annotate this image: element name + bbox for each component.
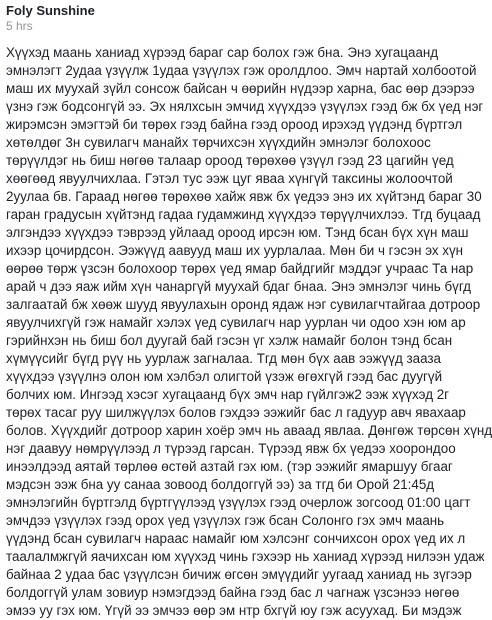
post-body-line: таалалмжгүй яачихсан юм хүүхэд чинь гэхээр нь ханиад хүрээд нилээн удаж xyxy=(6,549,485,564)
post-body-line: байнаа 2 удаа бас үзүүлсэн бичиж өгсөн эмүүдийг уугаад ханиад нь зүгээр xyxy=(6,567,472,582)
post-body-line: хөөгөөд явуулчихлаа. Гэтэл тус ээж цуг яваа хүнгүй таксины жолоочтой xyxy=(6,171,453,186)
post-body-line: үзнэ гэж бодсонгүй ээ. Эх нялхсын эмчид хүүхдээ үзүүлэх гээд бж бх үед нэг xyxy=(6,99,484,114)
post-body-line: төрүүлдэг нь биш нөгөө талаар ороод төрөхөө үзүүл гээд 23 цагийн үед xyxy=(6,153,454,168)
post-body-line: болчих юм. Ингээд хэсэг хугацаанд бүх эмч нар гүйлгэж2 ээж хүүхэд 2г xyxy=(6,387,450,402)
post-body-line: хүүхдээ үзүүлнэ олон юм хэлбэл олигтой үзэж өгөхгүй гээд бас дуугүй xyxy=(6,369,443,384)
post-body-line: өөрөө төрж үзсэн болохоор төрөх үед ямар байдгийг мэддэг учраас Та нар xyxy=(6,261,474,276)
post-body-line: эмээ уу гэх юм. Үгүй ээ эмчээ өөр эм нтр бхгүй юу гэж асуухад. Би мэдэж xyxy=(6,603,462,618)
post-body-line: нэг даавуу нөмрүүлээд л түрээд гарсан. Түрээд явж бх үедээ хоорондоо xyxy=(6,441,456,456)
post-body-line: мэдсэн ээж бна уу санаа зовоод болдоггүй ээ) за тгд би Орой 21:45д xyxy=(6,477,435,492)
post-timestamp[interactable]: 5 hrs xyxy=(6,19,33,33)
post-body-line: 2уулаа бв. Гараад нөгөө төрөхөө хайж явж бх үедээ энэ их хүйтэнд бараг 30 xyxy=(6,189,482,204)
post-body-line: ихээр цочирдсон. Ээжүүд аавууд маш их уурлалаа. Мөн би ч гэсэн эх хүн xyxy=(6,243,464,258)
post-body-line: арай ч дээ яаж ийм хүн чанаргүй муухай бдаг бнаа. Энэ эмнэлэг чинь бүгд xyxy=(6,279,471,294)
post-body-line: үүдэнд бсан сувилагч нараас намайг юм хэлсэнг сончихсон орох үед их л xyxy=(6,531,466,546)
post-body-line: эмнэлэгийн бүртгэлд бүртгүүлээд үзүүлэх гээд очерлож зогсоод 01:00 цагт xyxy=(6,495,471,510)
post-body-line: жирэмсэн эмэгтэй би төрөх гээд байна гээд ороод ирэхэд үүдэнд бүртгэл xyxy=(6,117,463,132)
post-body-line: гаран градусын хүйтэнд гадаа гудамжинд хүүхдээ төрүүлчихлээ. Тгд буцаад xyxy=(6,207,481,222)
post-body-line: хүмүүсийг бүгд рүү нь уурлаж загналаа. Тгд мөн бүх аав ээжүүд зааза xyxy=(6,351,441,366)
post-body-line: гэрийнхэн нь биш бол дуугай бай гэсэн үг хэлж намайг болон тэнд бсан xyxy=(6,333,453,348)
post-body-line: маш их муухай зүйл сонсож байсан ч өөрийн нүдээр харна, бас өөр дээрээ xyxy=(6,81,475,96)
post-body-line: эмнэлэгт 2удаа үзүүлж 1удаа үзүүлэх гэж оролдлоо. Эмч нартай холбоотой xyxy=(6,63,477,78)
post-author-name[interactable]: Foly Sunshine xyxy=(6,3,95,18)
post-body-line: явуулчихгүй гэж намайг хэлэх үед сувилагч нар уурлан чи одоо хэн юм ар xyxy=(6,315,466,330)
post-body-line: инээлдээд аятай төрлөө өстөй азтай гэх юм. (тэр ээжийг ямаршуу бгааг xyxy=(6,459,453,474)
post-body-line: залгаатай бж хөөж шууд явуулахын оронд ядаж нэг сувилагчтайгаа дотроор xyxy=(6,297,481,312)
post-body-line: эмчдээ үзүүлэх гээд орох үед үзүүлэх гэж бсан Солонго гэх эмч маань xyxy=(6,513,445,528)
post-body-line: болдоггүй улам зовиур нэмэгдээд байна гээд бас л чагнаж үзсэнээ нөгөө xyxy=(6,585,460,600)
post-body-line: элгэндээ хүүхдээ тэврээд уйлаад ороод ирсэн юм. Тэнд бсан бүх хүн маш xyxy=(6,225,469,240)
post-body-text xyxy=(6,44,492,620)
post-body-line: Хүүхэд маань ханиад хүрээд бараг сар болох гэж бна. Энэ хугацаанд xyxy=(6,45,439,60)
post-body-line: болов. Хүүхдийг дотроор харин хоёр эмч нь аваад явлаа. Дөнгөж төрсөн хүнд xyxy=(6,423,492,438)
post-body-line: хөтөлдөг 3н сувилагч манайх төрчихсэн хүүхдийн эмнэлэг болохоос xyxy=(6,135,431,150)
post-body-line: төрөх тасаг руу шилжүүлэх болов гэхдээ ээжийг бас л гадуур авч явахаар xyxy=(6,405,466,420)
